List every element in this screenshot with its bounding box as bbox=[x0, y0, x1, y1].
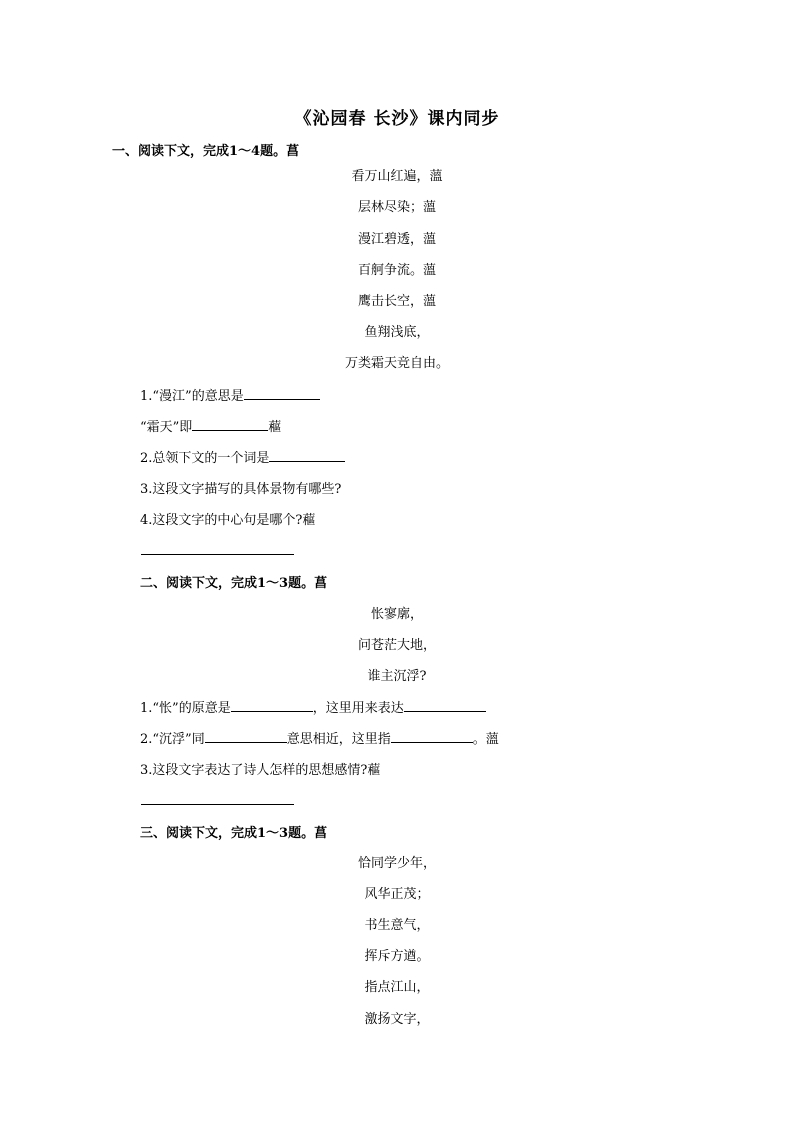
question-text: ，这里用来表达 bbox=[312, 701, 404, 716]
question-text: “霜天”即 bbox=[140, 420, 193, 435]
question-text: 1.“怅”的原意是 bbox=[140, 701, 231, 716]
question-1-2 bbox=[140, 447, 345, 466]
poem-line: 指点江山， bbox=[364, 980, 430, 995]
poem-line: 鱼翔浅底， bbox=[364, 325, 430, 340]
answer-line[interactable] bbox=[141, 554, 294, 555]
poem-line: 鹰击长空，薀 bbox=[357, 294, 436, 309]
question-text: 1.“漫江”的意思是 bbox=[140, 389, 244, 404]
answer-blank[interactable] bbox=[391, 730, 473, 743]
poem-line: 挥斥方遒。 bbox=[364, 949, 430, 964]
poem-line: 谁主沉浮? bbox=[367, 669, 427, 684]
question-text: 。薀 bbox=[472, 732, 499, 747]
poem-line: 百舸争流。薀 bbox=[357, 263, 436, 278]
question-text: 2.总领下文的一个词是 bbox=[140, 451, 270, 466]
section-3-heading: 三、阅读下文，完成1～3题。菖 bbox=[140, 826, 328, 841]
question-1-1 bbox=[140, 385, 320, 404]
answer-blank[interactable] bbox=[404, 699, 486, 712]
answer-blank[interactable] bbox=[192, 418, 268, 431]
section-2-heading: 二、阅读下文，完成1～3题。菖 bbox=[140, 576, 328, 591]
poem-line: 漫江碧透，薀 bbox=[357, 232, 436, 247]
answer-blank[interactable] bbox=[231, 699, 313, 712]
answer-blank[interactable] bbox=[269, 449, 345, 462]
question-1-4: 4.这段文字的中心句是哪个?藲 bbox=[140, 513, 316, 528]
section-1-heading: 一、阅读下文，完成1～4题。菖 bbox=[112, 144, 300, 159]
answer-blank[interactable] bbox=[244, 387, 320, 400]
poem-line: 激扬文字， bbox=[364, 1012, 430, 1027]
poem-line: 怅寥廓， bbox=[370, 607, 423, 622]
poem-line: 万类霜天竞自由。 bbox=[344, 356, 449, 371]
poem-line: 问苍茫大地， bbox=[357, 638, 436, 653]
question-1-3: 3.这段文字描写的具体景物有哪些? bbox=[140, 482, 342, 497]
question-1-1b bbox=[140, 416, 281, 435]
question-2-3: 3.这段文字表达了诗人怎样的思想感情?藲 bbox=[140, 763, 381, 778]
poem-line: 书生意气， bbox=[364, 918, 430, 933]
poem-line: 恰同学少年， bbox=[357, 856, 436, 871]
question-text: 藲 bbox=[268, 420, 282, 435]
answer-blank[interactable] bbox=[205, 730, 287, 743]
question-2-2 bbox=[140, 728, 499, 747]
poem-line: 风华正茂； bbox=[364, 887, 430, 902]
poem-line: 层林尽染；薀 bbox=[357, 200, 436, 215]
question-text: 2.“沉浮”同 bbox=[140, 732, 205, 747]
poem-line: 看万山红遍，薀 bbox=[351, 169, 443, 184]
answer-line[interactable] bbox=[141, 804, 294, 805]
question-2-1 bbox=[140, 697, 486, 716]
page-title: 《沁园春 长沙》课内同步 bbox=[294, 109, 500, 129]
question-text: 意思相近，这里指 bbox=[286, 732, 391, 747]
